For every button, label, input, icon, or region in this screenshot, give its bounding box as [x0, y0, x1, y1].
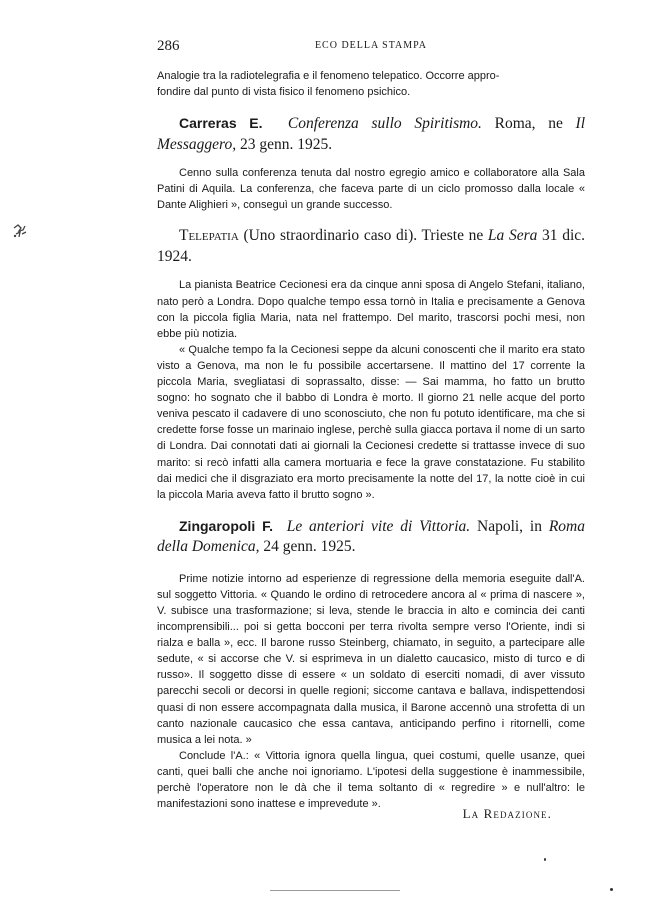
- page-header: [157, 38, 585, 54]
- entry-heading-zingaropoli: [157, 516, 585, 558]
- telepatia-paragraph-2: « Qualche tempo fa la Cecionesi seppe da alcuni conoscenti che il marito era stato visto a Genova, ma non le fu possibile accertarsene. Il mattino del 17 corrente la piccola Maria, svegliatasi di soprassalto, disse: — Sai mamma, ho fatto un brutto sogno: ho sognato che il babbo di Londra è morto. Il giorno 21 nelle acque del porto veniva pescato il cadavere di uno sconosciuto, che non fu potuto identificare, ma che si credette forse fosse un marinaio inglese, perchè sulla giacca portava il nome di un sarto di Londra. Dai connotati dati ai giornali la Cecionesi credette si trattasse invece di suo marito: si recò infatti alla camera mortuaria e fece la grave constatazione. Fu stabilito dai medici che il disgraziato era morto precisamente la notte del 17, la notte cioè in cui la piccola Maria aveva fatto il brutto sogno ».: [157, 343, 586, 501]
- article-body: [157, 68, 585, 812]
- zingaropoli-paragraph-2: Conclude l'A.: « Vittoria ignora quella lingua, quei costumi, quelle usanze, quei canti, quei balli che anche noi ignoriamo. L'ipotesi della suggestione è inammessibile, perchè l'operatore non le dà che il tema soltanto di « regredire » e null'altro: le manifestazioni sono inattese e imprevedute ».: [157, 749, 585, 811]
- carreras-summary: Cenno sulla conferenza tenuta dal nostro egregio amico e collaboratore alla Sala Patini di Aquila. La conferenza, che faceva parte di un ciclo promosso dalla locale « Dante Alighieri », conseguì un grande successo.: [157, 167, 585, 212]
- scan-smudge-line: [270, 890, 400, 891]
- ink-speck: [610, 888, 613, 891]
- publication-date: 23 genn. 1925.: [236, 135, 333, 153]
- work-title: Conferenza sullo Spiritismo.: [287, 115, 482, 133]
- intro-line-2: fondire dal punto di vista fisico il fenomeno psichico.: [157, 86, 411, 99]
- periodical-name: La Sera: [487, 227, 538, 245]
- ink-speck: [544, 858, 546, 861]
- entry-heading-telepatia: [157, 226, 585, 267]
- publication-date: 31 dic. 1924.: [157, 227, 585, 265]
- periodical-name: Il Messaggero,: [157, 115, 585, 153]
- periodical-name: Roma della Domenica,: [157, 517, 586, 556]
- margin-ink-mark: [12, 222, 28, 240]
- signature: La Redazione.: [462, 806, 552, 821]
- running-title: ECO DELLA STAMPA: [314, 40, 428, 51]
- page-number: 286: [157, 38, 180, 54]
- telepatia-paragraph-1: La pianista Beatrice Cecionesi era da cinque anni sposa di Angelo Stefani, italiano, nato però a Londra. Dopo qualche tempo essa tornò in Italia e precisamente a Genova con la piccola figlia Maria, nata nel frattempo. Del marito, trascorsi pochi mesi, non ebbe più notizia.: [157, 279, 585, 340]
- publication-place: Roma, ne: [481, 115, 576, 133]
- entry-heading-carreras: [157, 113, 585, 155]
- entry-subtitle: (Uno straordinario caso di). Trieste ne: [238, 227, 488, 245]
- author-name: Carreras E.: [179, 115, 263, 132]
- intro-line-1: Analogie tra la radiotelegrafia e il fenomeno telepatico. Occorre appro-: [157, 70, 500, 82]
- zingaropoli-paragraph-1: Prime notizie intorno ad esperienze di regressione della memoria eseguite dall'A. sul soggetto Vittoria. « Quando le ordino di retrocedere ancora al « prima di nascere », V. subisce una trasformazione; si leva, stende le braccia in alto e comincia dei canti incomprensibili... poi si getta bocconi per terra rivolta sempre verso l'Oriente, indi si rialza e balla », ecc. Il barone russo Steinberg, chiamato, in seguito, a partecipare alle sedute, « si accorse che V. si esprimeva in un dialetto caucasico, misto di turco e di russo». Il soggetto disse di essere « un soldato di eserciti nomadi, di aver vissuto parecchi secoli or decorsi in quelle regioni; siccome cantava e ballava, indispettendosi quasi di non essere accompagnata dalla musica, il Barone accennò una strofetta di un canto nazionale caucasico che essa cantava, anticipando perfino i ritornelli, come musica a lei nota. »: [157, 572, 585, 746]
- work-title: Le anteriori vite di Vittoria.: [286, 517, 471, 535]
- publication-place: Napoli, in: [470, 517, 549, 535]
- keyword: Telepatia: [179, 227, 239, 245]
- author-name: Zingaropoli F.: [179, 517, 273, 534]
- publication-date: 24 genn. 1925.: [259, 538, 356, 556]
